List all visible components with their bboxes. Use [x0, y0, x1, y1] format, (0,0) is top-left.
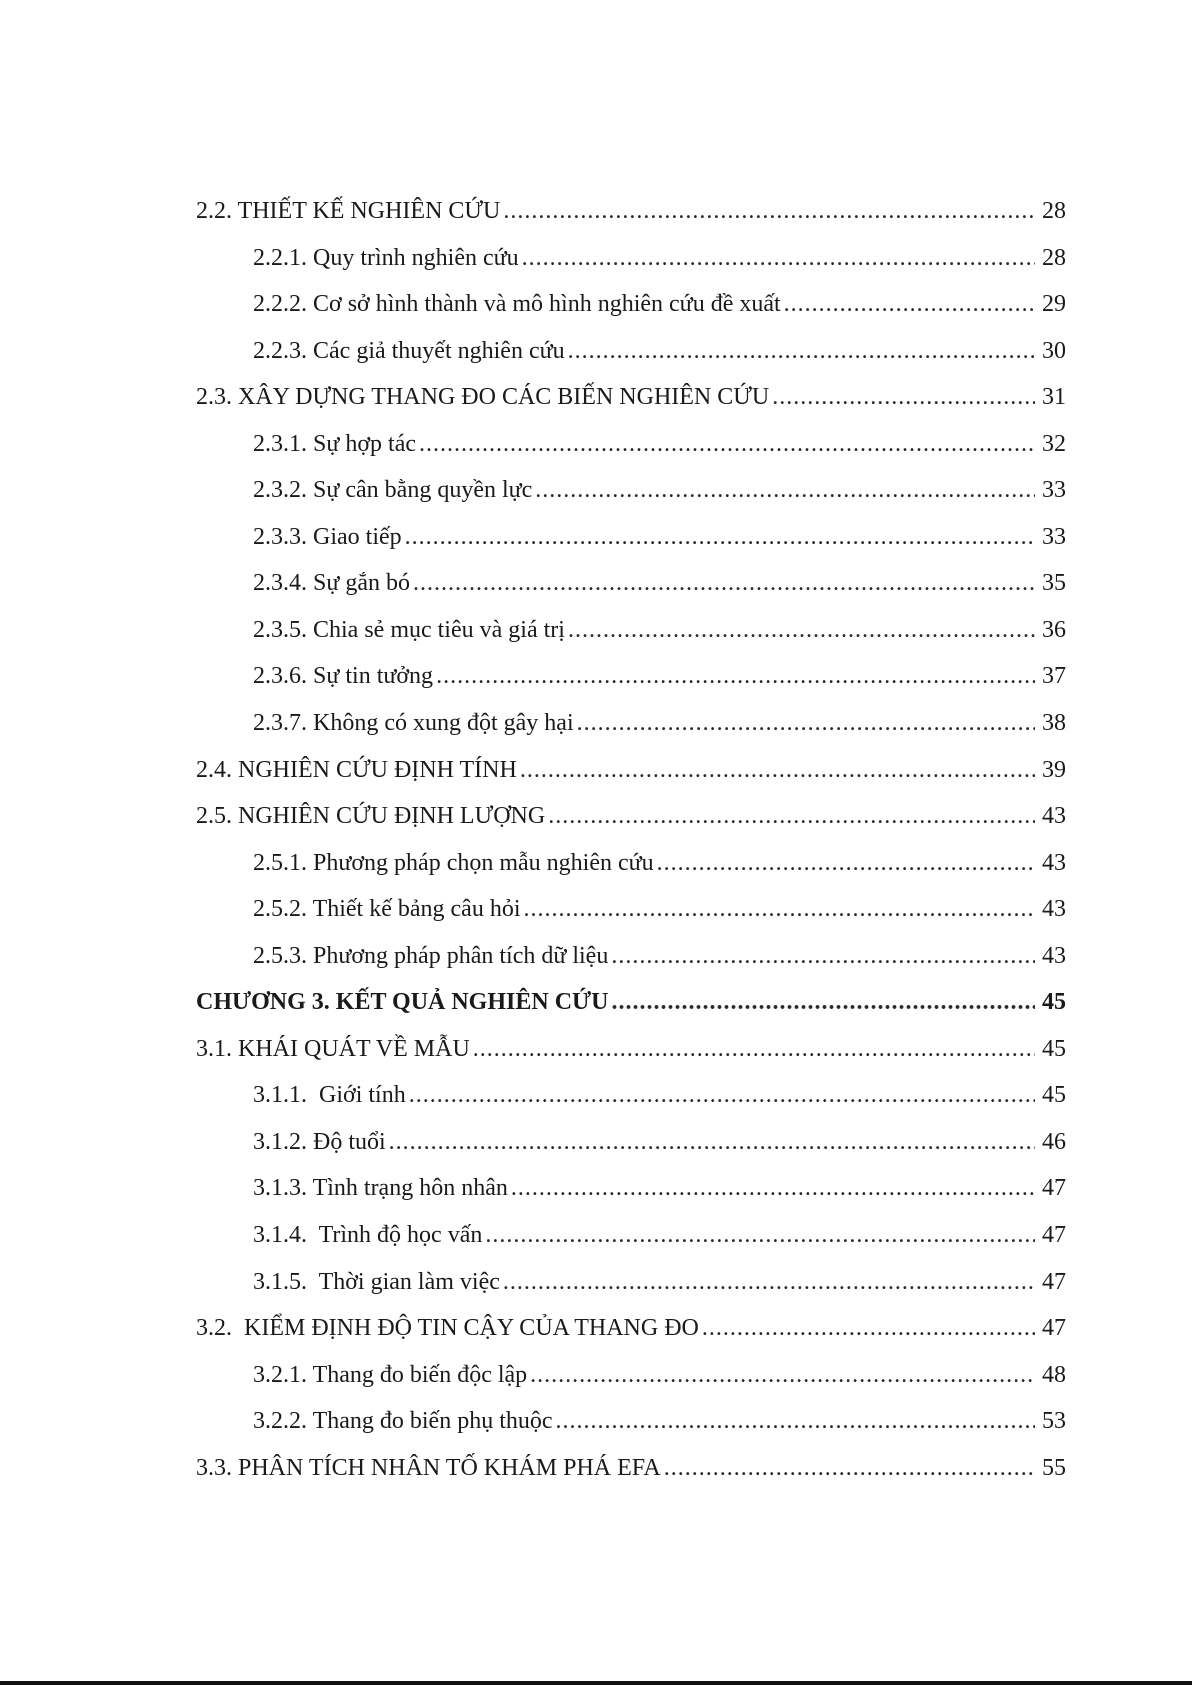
toc-entry-page-number: 43 [1042, 896, 1066, 923]
toc-entry-title: 2.2.2. Cơ sở hình thành và mô hình nghiên cứu đề xuất [253, 291, 781, 318]
toc-dot-leader [577, 708, 1035, 738]
toc-entry[interactable] [196, 336, 1066, 383]
toc-entry-title: 2.2. THIẾT KẾ NGHIÊN CỨU [196, 198, 501, 224]
toc-dot-leader [409, 1080, 1035, 1110]
toc-entry[interactable] [196, 429, 1066, 476]
toc-entry-page-number: 45 [1042, 1035, 1066, 1062]
toc-entry-title: 2.3.7. Không có xung đột gây hại [253, 710, 574, 737]
toc-entry-title: 2.2.1. Quy trình nghiên cứu [253, 244, 519, 271]
toc-entry[interactable] [196, 1453, 1066, 1500]
toc-entry-page-number: 32 [1042, 430, 1066, 457]
toc-entry[interactable] [196, 1127, 1066, 1174]
toc-entry-page-number: 47 [1042, 1175, 1066, 1202]
toc-entry-title: 3.2. KIỂM ĐỊNH ĐỘ TIN CẬY CỦA THANG ĐO [196, 1315, 699, 1342]
toc-entry-page-number: 46 [1042, 1128, 1066, 1155]
toc-dot-leader [503, 1267, 1035, 1297]
toc-entry[interactable] [196, 1173, 1066, 1220]
toc-entry-page-number: 43 [1042, 942, 1066, 969]
page-bottom-border [0, 1681, 1192, 1685]
toc-entry-page-number: 36 [1042, 616, 1066, 643]
toc-entry-page-number: 48 [1042, 1361, 1066, 1388]
toc-entry[interactable] [196, 1313, 1066, 1360]
toc-dot-leader [473, 1034, 1035, 1064]
toc-entry-page-number: 33 [1042, 523, 1066, 550]
toc-entry[interactable] [196, 289, 1066, 336]
toc-entry[interactable] [196, 894, 1066, 941]
toc-entry-title: 3.2.2. Thang đo biến phụ thuộc [253, 1408, 553, 1435]
toc-entry-title: 2.3.2. Sự cân bằng quyền lực [253, 477, 533, 504]
toc-entry-page-number: 43 [1042, 803, 1066, 830]
toc-entry-title: 2.5.1. Phương pháp chọn mẫu nghiên cứu [253, 849, 654, 876]
toc-entry[interactable] [196, 1034, 1066, 1081]
toc-entry[interactable] [196, 941, 1066, 988]
toc-dot-leader [664, 1453, 1035, 1483]
toc-entry-page-number: 43 [1042, 849, 1066, 876]
toc-entry[interactable] [196, 475, 1066, 522]
toc-entry-page-number: 47 [1042, 1315, 1066, 1342]
toc-entry-page-number: 45 [1042, 989, 1066, 1016]
toc-entry[interactable] [196, 1220, 1066, 1267]
toc-dot-leader [405, 522, 1035, 552]
toc-entry-title: 2.5.3. Phương pháp phân tích dữ liệu [253, 942, 609, 969]
toc-entry-title: 3.1.3. Tình trạng hôn nhân [253, 1175, 508, 1202]
toc-dot-leader [436, 661, 1035, 691]
toc-entry-page-number: 28 [1042, 244, 1066, 271]
toc-entry[interactable] [196, 1080, 1066, 1127]
toc-dot-leader [702, 1313, 1035, 1343]
toc-entry-title: 2.3.5. Chia sẻ mục tiêu và giá trị [253, 616, 565, 643]
toc-entry-title: 2.4. NGHIÊN CỨU ĐỊNH TÍNH [196, 756, 517, 783]
toc-entry[interactable] [196, 382, 1066, 429]
toc-entry-title: 3.1.4. Trình độ học vấn [253, 1222, 483, 1249]
toc-entry[interactable] [196, 615, 1066, 662]
toc-entry[interactable] [196, 987, 1066, 1034]
toc-entry-title: 2.3.3. Giao tiếp [253, 523, 402, 550]
toc-dot-leader [611, 941, 1035, 971]
toc-entry-title: 2.3.6. Sự tin tưởng [253, 663, 434, 690]
toc-dot-leader [556, 1406, 1035, 1436]
toc-entry-title: 2.3.4. Sự gắn bó [253, 570, 411, 597]
toc-entry-title: 3.1. KHÁI QUÁT VỀ MẪU [196, 1035, 470, 1062]
toc-entry-title: 3.2.1. Thang đo biến độc lập [253, 1361, 528, 1388]
toc-dot-leader [520, 755, 1035, 785]
toc-entry-page-number: 35 [1042, 570, 1066, 597]
toc-entry-page-number: 29 [1042, 291, 1066, 318]
toc-entry[interactable] [196, 1360, 1066, 1407]
toc-entry[interactable] [196, 848, 1066, 895]
toc-dot-leader [511, 1173, 1035, 1203]
toc-entry[interactable] [196, 755, 1066, 802]
toc-entry-title: 2.5.2. Thiết kế bảng câu hỏi [253, 896, 521, 923]
toc-dot-leader [657, 848, 1035, 878]
toc-entry-title: CHƯƠNG 3. KẾT QUẢ NGHIÊN CỨU [196, 989, 609, 1016]
toc-dot-leader [419, 429, 1035, 459]
toc-entry-page-number: 53 [1042, 1408, 1066, 1435]
toc-entry-title: 2.2.3. Các giả thuyết nghiên cứu [253, 337, 565, 364]
toc-entry-page-number: 30 [1042, 337, 1066, 364]
toc-entry-page-number: 47 [1042, 1222, 1066, 1249]
toc-entry[interactable] [196, 243, 1066, 290]
toc-entry-page-number: 39 [1042, 756, 1066, 783]
toc-entry[interactable] [196, 522, 1066, 569]
toc-entry-title: 3.1.5. Thời gian làm việc [253, 1268, 500, 1295]
toc-dot-leader [548, 801, 1035, 831]
toc-dot-leader [485, 1220, 1035, 1250]
toc-dot-leader [530, 1360, 1035, 1390]
toc-dot-leader [389, 1127, 1035, 1157]
toc-dot-leader [522, 243, 1035, 273]
toc-entry-page-number: 55 [1042, 1454, 1066, 1481]
toc-entry[interactable] [196, 661, 1066, 708]
toc-entry-page-number: 38 [1042, 710, 1066, 737]
toc-entry-title: 3.3. PHÂN TÍCH NHÂN TỐ KHÁM PHÁ EFA [196, 1454, 661, 1481]
toc-dot-leader [784, 289, 1035, 319]
toc-entry-page-number: 31 [1042, 384, 1066, 411]
toc-entry-page-number: 33 [1042, 477, 1066, 504]
toc-entry-page-number: 28 [1042, 198, 1066, 224]
toc-dot-leader [611, 987, 1035, 1017]
table-of-contents [196, 196, 1066, 1499]
toc-entry[interactable] [196, 196, 1066, 243]
toc-entry[interactable] [196, 568, 1066, 615]
toc-entry-title: 2.5. NGHIÊN CỨU ĐỊNH LƯỢNG [196, 803, 546, 830]
toc-entry[interactable] [196, 1267, 1066, 1314]
toc-entry-page-number: 37 [1042, 663, 1066, 690]
toc-dot-leader [568, 336, 1035, 366]
toc-dot-leader [413, 568, 1035, 598]
toc-entry-title: 2.3. XÂY DỰNG THANG ĐO CÁC BIẾN NGHIÊN CỨU [196, 384, 770, 411]
toc-entry-title: 3.1.2. Độ tuổi [253, 1128, 386, 1155]
toc-entry[interactable] [196, 801, 1066, 848]
toc-entry-title: 2.3.1. Sự hợp tác [253, 430, 417, 457]
toc-entry-title: 3.1.1. Giới tính [253, 1082, 406, 1109]
toc-dot-leader [772, 382, 1035, 412]
toc-dot-leader [568, 615, 1035, 645]
toc-dot-leader [535, 475, 1035, 505]
toc-entry-page-number: 47 [1042, 1268, 1066, 1295]
toc-dot-leader [524, 894, 1036, 924]
toc-entry-page-number: 45 [1042, 1082, 1066, 1109]
toc-entry[interactable] [196, 1406, 1066, 1453]
toc-dot-leader [503, 196, 1035, 226]
toc-entry[interactable] [196, 708, 1066, 755]
